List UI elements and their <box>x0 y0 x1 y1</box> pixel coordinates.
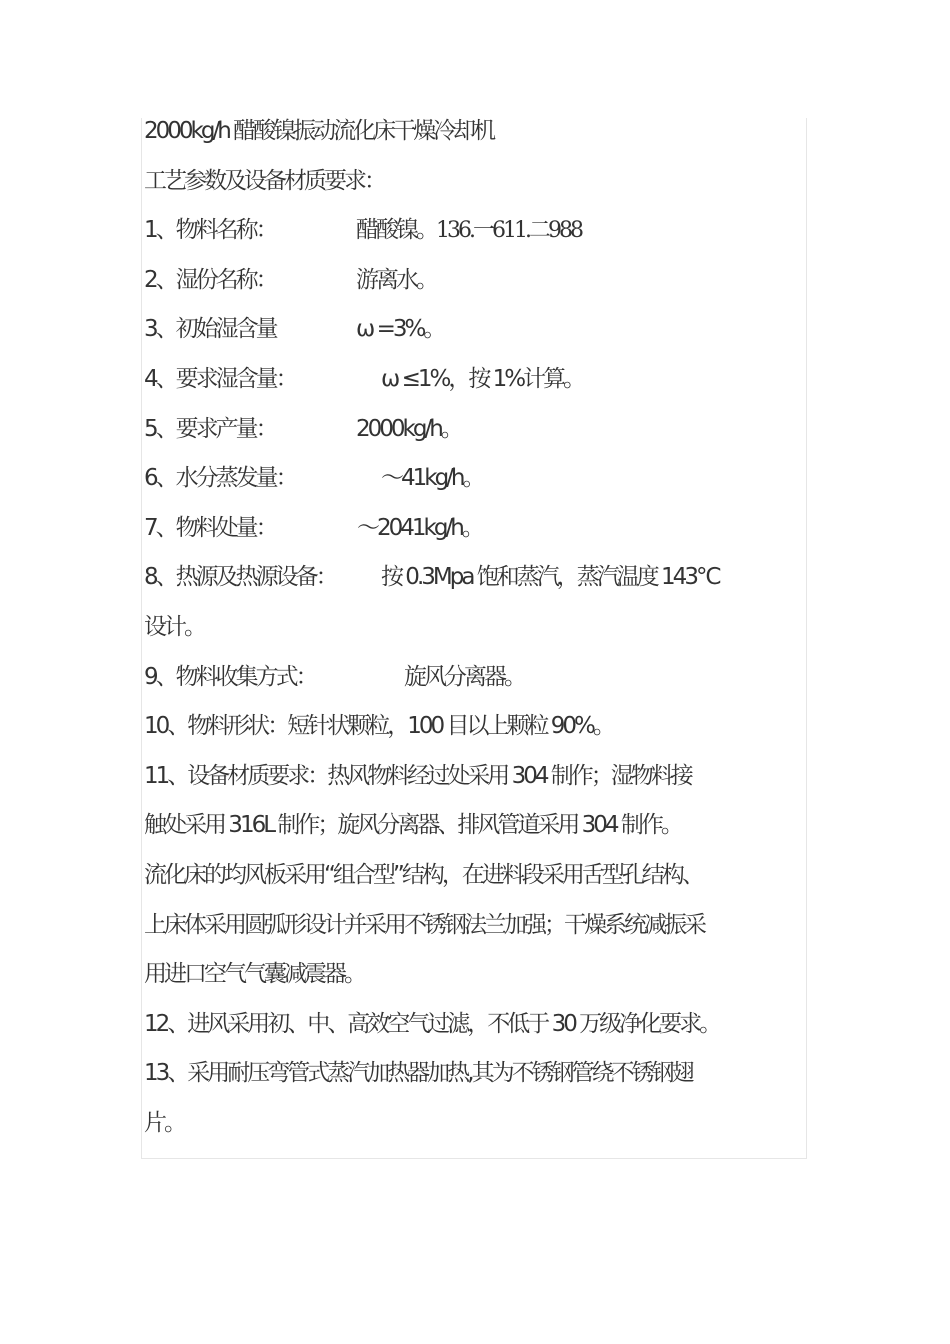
param-item-13-line-2: 片。 <box>144 1109 184 1136</box>
param-item-2 <box>144 256 810 306</box>
param-item-11-line-4: 上床体采用圆弧形设计并采用不锈钢法兰加强；干燥系统减振采 <box>144 911 704 938</box>
param-item-6 <box>144 454 810 504</box>
param-item-1 <box>144 206 810 256</box>
param-item-10: 10、物料形状：短针状颗粒，100 目以上颗粒 90%。 <box>144 713 613 740</box>
section-heading: 工艺参数及设备材质要求： <box>144 167 384 194</box>
param-value: 按 0.3Mpa 饱和蒸汽，蒸汽温度 143℃ <box>381 564 719 591</box>
param-value: 游离水。 <box>356 266 436 293</box>
param-item-5 <box>144 405 810 455</box>
param-label: 1、物料名称： <box>144 217 276 244</box>
document-body <box>144 107 810 1148</box>
param-item-8 <box>144 553 810 603</box>
param-label: 5、要求产量： <box>144 415 276 442</box>
param-item-11-line-3: 流化床的均风板采用“组合型”结构，在进料段采用舌型孔结构、 <box>144 861 702 888</box>
document-title: 2000kg/h 醋酸镍振动流化床干燥冷却机 <box>144 118 494 144</box>
param-item-8-continued: 设计。 <box>144 613 204 640</box>
param-item-9 <box>144 653 810 703</box>
param-value: ～2041kg/h。 <box>357 514 482 541</box>
param-value: 旋风分离器。 <box>404 663 524 690</box>
param-item-13-line-1: 13、采用耐压弯管式蒸汽加热器加热,其为不锈钢管绕不锈钢翅 <box>144 1060 692 1087</box>
param-label: 7、物料处量： <box>144 514 276 541</box>
param-value: ω =3%。 <box>356 316 444 343</box>
param-label: 6、水分蒸发量： <box>144 465 296 492</box>
param-item-3 <box>144 305 810 355</box>
param-value: 2000kg/h。 <box>356 415 461 442</box>
param-label: 3、初始湿含量 <box>144 316 276 343</box>
param-value: ～41kg/h。 <box>381 465 483 492</box>
param-label: 8、热源及热源设备： <box>144 564 336 591</box>
param-item-12: 12、进风采用初、中、高效空气过滤，不低于 30 万级净化要求。 <box>144 1010 720 1037</box>
param-item-11-line-2: 触处采用 316L 制作；旋风分离器、排风管道采用 304 制作。 <box>144 812 681 839</box>
param-label: 4、要求湿含量： <box>144 365 296 392</box>
param-label: 2、湿份名称： <box>144 266 276 293</box>
param-value: 醋酸镍。136.一611.二988 <box>356 217 581 244</box>
param-extra: 136.一611.二988 <box>436 218 581 244</box>
param-item-4 <box>144 355 810 405</box>
param-item-7 <box>144 504 810 554</box>
param-value: ω ≤1%，按 1%计算。 <box>381 365 584 392</box>
param-item-11-line-1: 11、设备材质要求：热风物料经过处采用 304 制作；湿物料接 <box>144 762 691 789</box>
param-label: 9、物料收集方式： <box>144 663 316 690</box>
param-item-11-line-5: 用进口空气气囊减震器。 <box>144 961 364 988</box>
